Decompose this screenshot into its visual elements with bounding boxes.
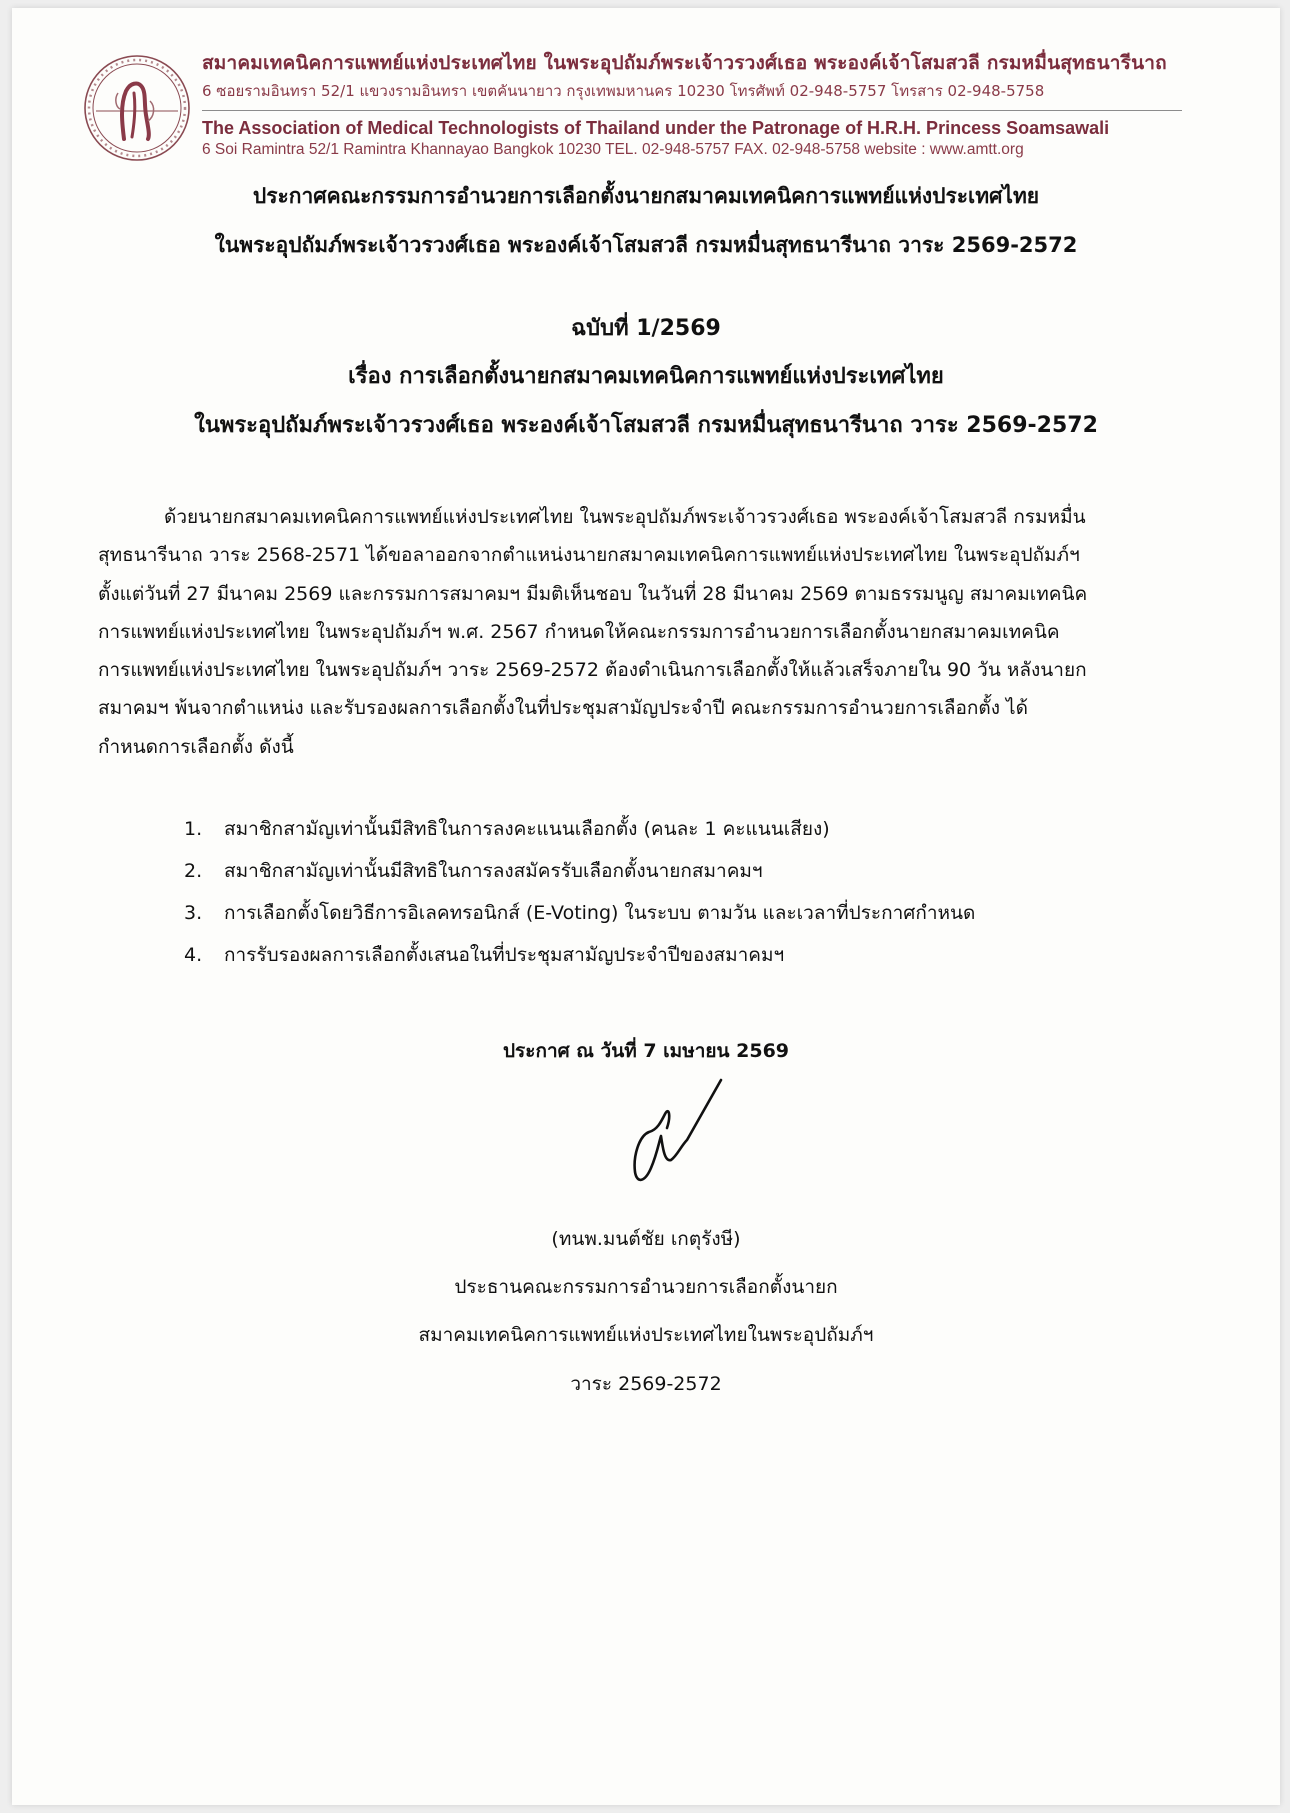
list-item-number: 3. (184, 902, 203, 924)
association-name-thai: สมาคมเทคนิคการแพทย์แห่งประเทศไทย ในพระอุปถัมภ์พระเจ้าวรวงศ์เธอ พระองค์เจ้าโสมสวลี กรมหมื่นสุทธนารีนาถ (202, 52, 1167, 74)
association-seal-icon (82, 53, 192, 163)
list-item-text: สมาชิกสามัญเท่านั้นมีสิทธิในการลงคะแนนเลือกตั้ง (คนละ 1 คะแนนเสียง) (224, 818, 830, 840)
association-name-english: The Association of Medical Technologists of Thailand under the Patronage of H.R.H. Princess Soamsawali (202, 118, 1110, 138)
list-item-number: 1. (184, 818, 203, 840)
list-item-text: สมาชิกสามัญเท่านั้นมีสิทธิในการลงสมัครรับเลือกตั้งนายกสมาคมฯ (224, 860, 763, 882)
body-paragraph (98, 498, 1206, 766)
list-item-number: 4. (184, 944, 203, 966)
list-item (184, 892, 1084, 934)
signer-position-line-2: สมาคมเทคนิคการแพทย์แห่งประเทศไทยในพระอุปถัมภ์ฯ (418, 1324, 874, 1346)
announcement-title-line-1: ประกาศคณะกรรมการอำนวยการเลือกตั้งนายกสมาคมเทคนิคการแพทย์แห่งประเทศไทย (252, 184, 1040, 208)
subject-line-2: ในพระอุปถัมภ์พระเจ้าวรวงศ์เธอ พระองค์เจ้าโสมสวลี กรมหมื่นสุทธนารีนาถ วาระ 2569-2572 (194, 413, 1098, 438)
announcement-date: ประกาศ ณ วันที่ 7 เมษายน 2569 (502, 1040, 790, 1062)
body-line: สมาคมฯ พ้นจากตำแหน่ง และรับรองผลการเลือกตั้งในที่ประชุมสามัญประจำปี คณะกรรมการอำนวยการเลือกตั้ง ได้ (98, 697, 1028, 720)
announcement-title-line-2: ในพระอุปถัมภ์พระเจ้าวรวงศ์เธอ พระองค์เจ้าโสมสวลี กรมหมื่นสุทธนารีนาถ วาระ 2569-2572 (214, 233, 1078, 257)
list-item (184, 850, 1084, 892)
body-line: สุทธนารีนาถ วาระ 2568-2571 ได้ขอลาออกจากตำแหน่งนายกสมาคมเทคนิคการแพทย์แห่งประเทศไทย ในพระอุปถัมภ์ฯ (98, 544, 1080, 567)
body-line: การแพทย์แห่งประเทศไทย ในพระอุปถัมภ์ฯ พ.ศ. 2567 กำหนดให้คณะกรรมการอำนวยการเลือกตั้งนายกสมาคมเทคนิค (98, 620, 1060, 643)
election-rules-list (184, 808, 1084, 976)
document-page (12, 8, 1280, 1805)
issue-number: ฉบับที่ 1/2569 (571, 316, 721, 341)
body-line: การแพทย์แห่งประเทศไทย ในพระอุปถัมภ์ฯ วาระ 2569-2572 ต้องดำเนินการเลือกตั้งให้แล้วเสร็จภายใน 90 วัน หลังนายก (98, 659, 1087, 682)
signer-position-line-1: ประธานคณะกรรมการอำนวยการเลือกตั้งนายก (454, 1276, 838, 1298)
letterhead (82, 48, 1192, 168)
association-address-thai: 6 ซอยรามอินทรา 52/1 แขวงรามอินทรา เขตคันนายาว กรุงเทพมหานคร 10230 โทรศัพท์ 02-948-5757 โทรสาร 02-948-5758 (202, 82, 1045, 100)
signer-term: วาระ 2569-2572 (570, 1373, 722, 1395)
list-item-text: การรับรองผลการเลือกตั้งเสนอในที่ประชุมสามัญประจำปีของสมาคมฯ (224, 944, 785, 966)
body-line: กำหนดการเลือกตั้ง ดังนี้ (98, 735, 294, 758)
signature-icon (617, 1076, 737, 1196)
association-address-english: 6 Soi Ramintra 52/1 Ramintra Khannayao Bangkok 10230 TEL. 02-948-5757 FAX. 02-948-5758 website : www.amtt.org (202, 141, 1024, 158)
body-line: ตั้งแต่วันที่ 27 มีนาคม 2569 และกรรมการสมาคมฯ มีมติเห็นชอบ ในวันที่ 28 มีนาคม 2569 ตามธรรมนูญ สมาคมเทคนิค (98, 582, 1088, 605)
body-line: ด้วยนายกสมาคมเทคนิคการแพทย์แห่งประเทศไทย ในพระอุปถัมภ์พระเจ้าวรวงศ์เธอ พระองค์เจ้าโสมสวลี กรมหมื่น (164, 506, 1086, 528)
letterhead-divider (202, 110, 1182, 111)
subject-line-1: เรื่อง การเลือกตั้งนายกสมาคมเทคนิคการแพทย์แห่งประเทศไทย (348, 364, 944, 389)
signer-name: (ทนพ.มนต์ชัย เกตุรังษี) (551, 1228, 741, 1250)
list-item-number: 2. (184, 860, 203, 882)
list-item (184, 808, 1084, 850)
list-item-text: การเลือกตั้งโดยวิธีการอิเลคทรอนิกส์ (E-Voting) ในระบบ ตามวัน และเวลาที่ประกาศกำหนด (224, 902, 976, 924)
list-item (184, 934, 1084, 976)
